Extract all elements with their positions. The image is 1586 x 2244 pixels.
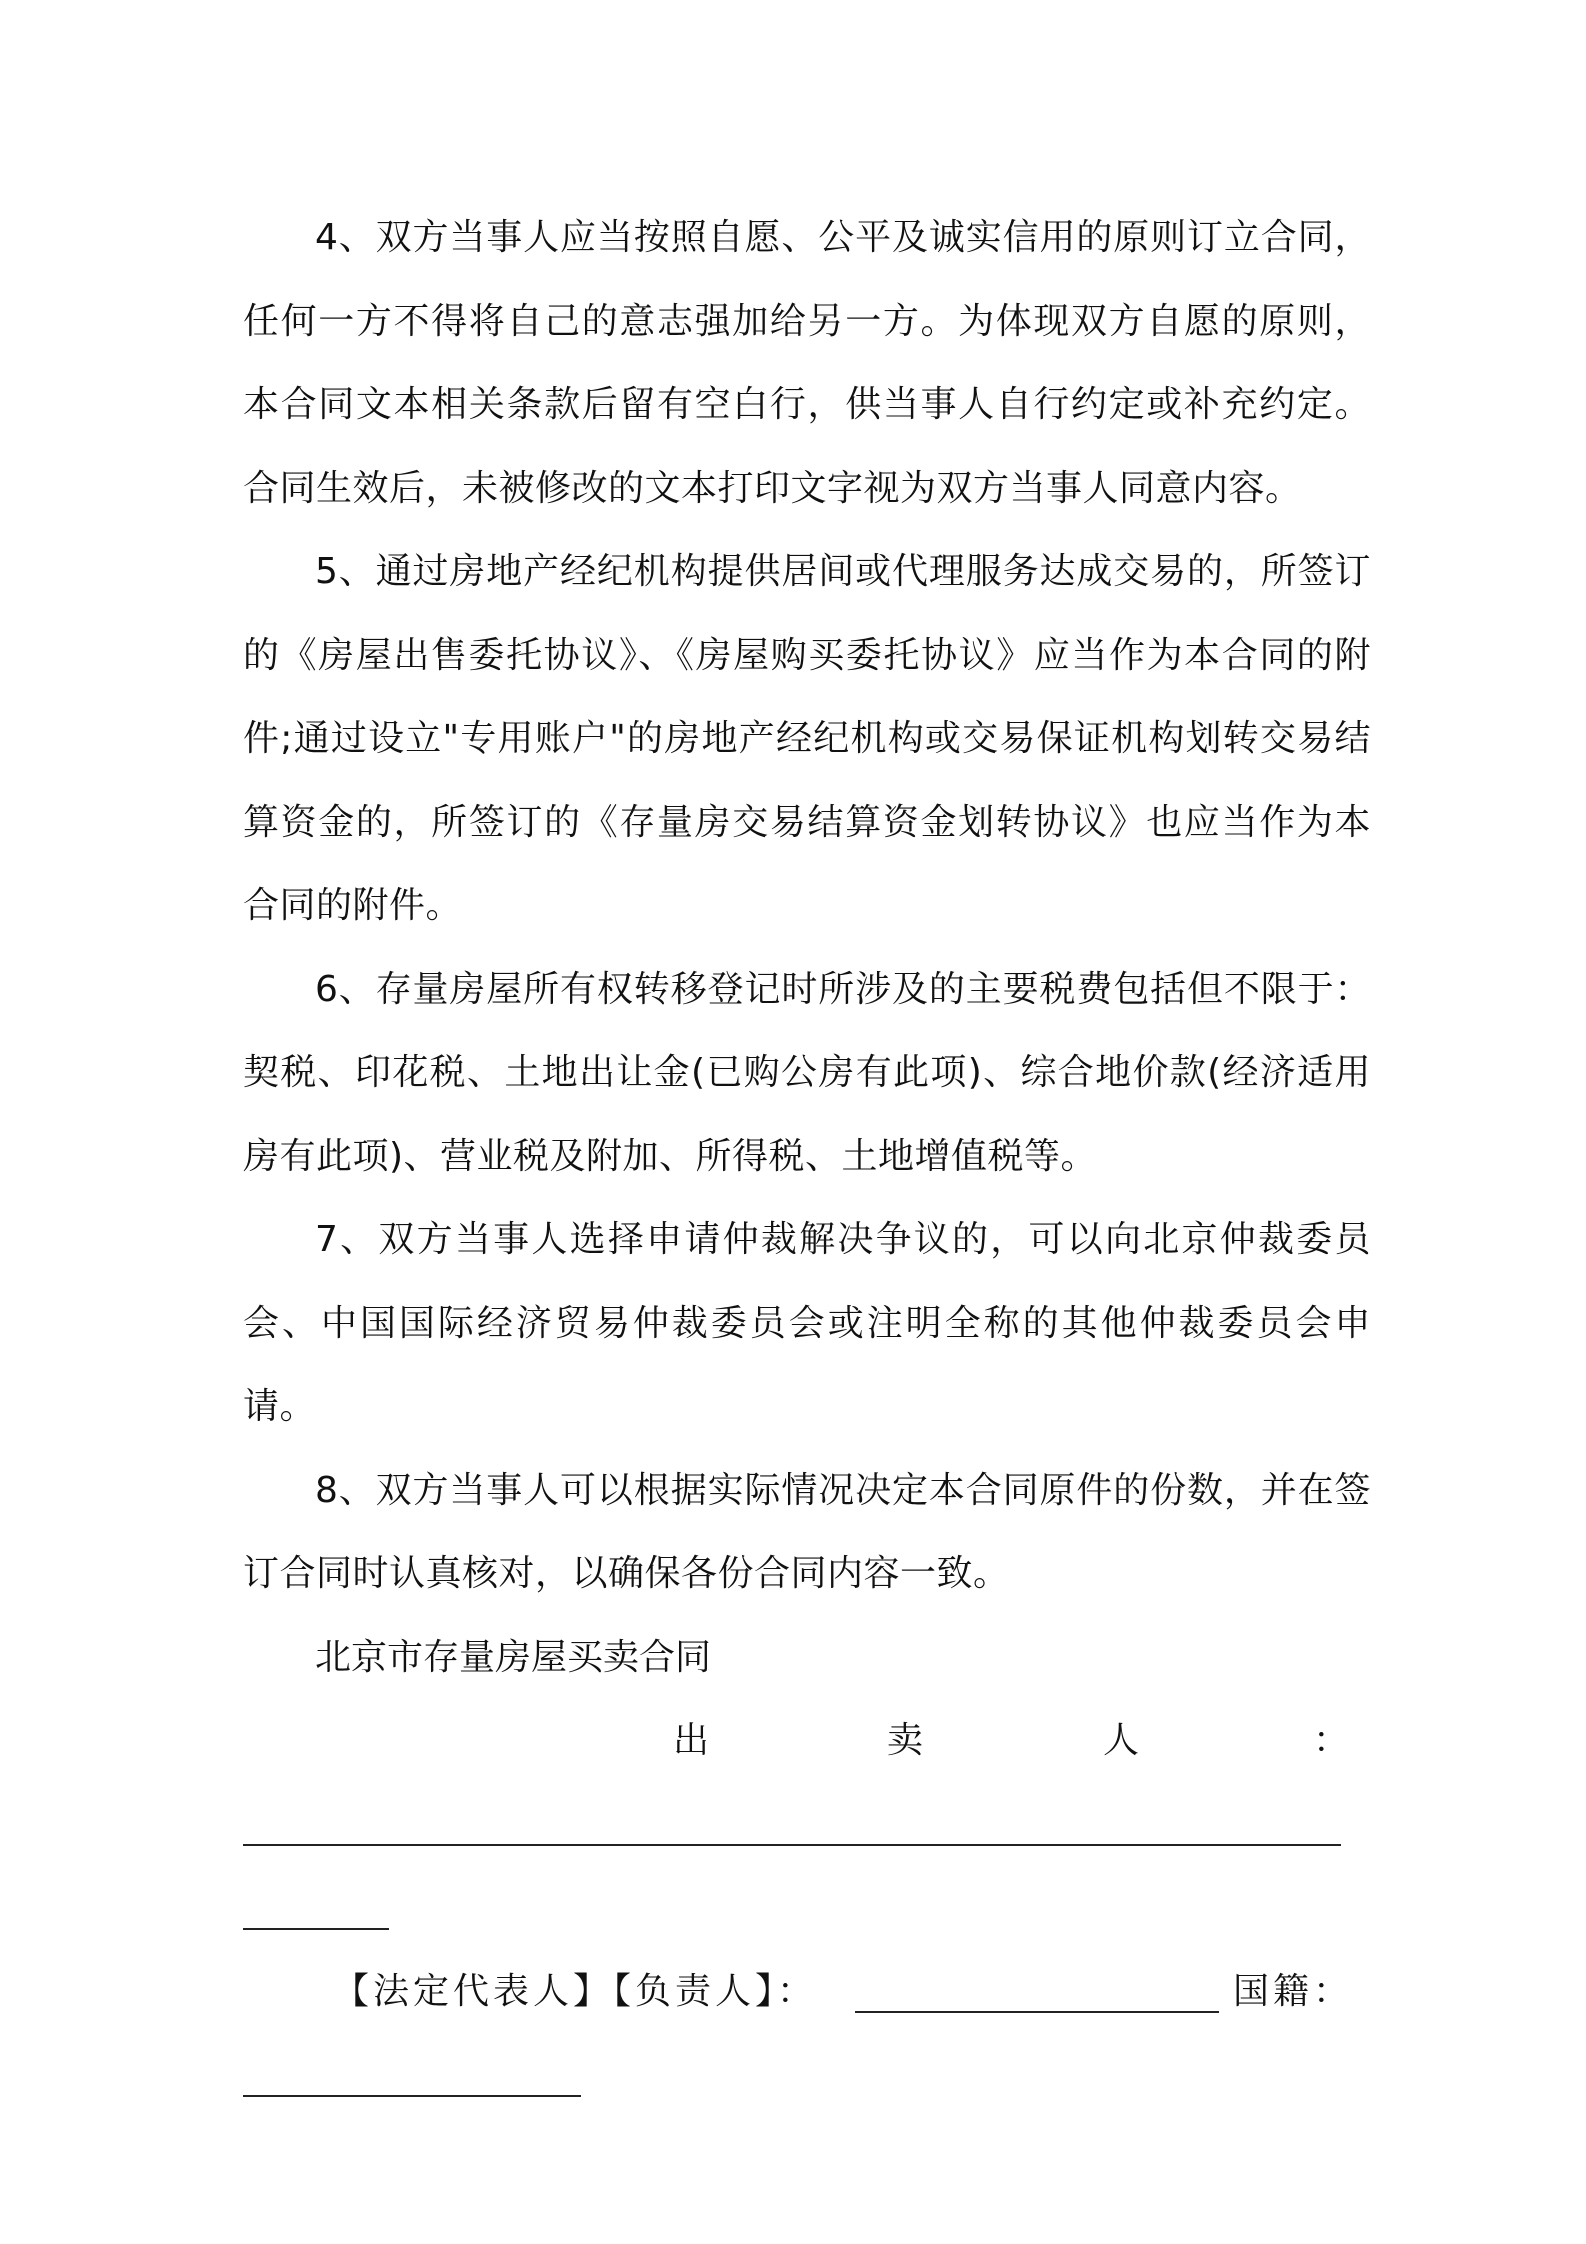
seller-label-row [243, 1699, 1371, 1783]
nationality-blank [243, 2095, 581, 2097]
paragraph-8: 8、双方当事人可以根据实际情况决定本合同原件的份数，并在签订合同时认真核对，以确保各份合同内容一致。 [243, 1469, 1371, 1594]
paragraph-7: 7、双方当事人选择申请仲裁解决争议的，可以向北京仲裁委员会、中国国际经济贸易仲裁委员会或注明全称的其他仲裁委员会申请。 [243, 1219, 1371, 1427]
seller-name-blank [243, 1844, 1341, 1846]
representative-label: 【法定代表人】【负责人】： [333, 1970, 818, 2012]
seller-name-blank-line-2 [243, 1866, 1371, 1950]
contract-title: 北京市存量房屋买卖合同 [315, 1636, 712, 1678]
seller-name-blank-line-1 [243, 1783, 1371, 1867]
nationality-blank-line [243, 2033, 1371, 2117]
document-body [243, 196, 1371, 2117]
seller-char-3: 人 [1103, 1720, 1140, 1761]
paragraph-5: 5、通过房地产经纪机构提供居间或代理服务达成交易的，所签订的《房屋出售委托协议》、《房屋购买委托协议》应当作为本合同的附件;通过设立"专用账户"的房地产经纪机构或交易保证机构划转交易结算资金的，所签订的《存量房交易结算资金划转协议》也应当作为本合同的附件。 [243, 551, 1371, 926]
paragraph-6: 6、存量房屋所有权转移登记时所涉及的主要税费包括但不限于：契税、印花税、土地出让金(已购公房有此项)、综合地价款(经济适用房有此项)、营业税及附加、所得税、土地增值税等。 [243, 968, 1371, 1177]
paragraph-4: 4、双方当事人应当按照自愿、公平及诚实信用的原则订立合同，任何一方不得将自己的意志强加给另一方。为体现双方自愿的原则，本合同文本相关条款后留有空白行，供当事人自行约定或补充约定。合同生效后，未被修改的文本打印文字视为双方当事人同意内容。 [243, 217, 1371, 509]
nationality-label: 国籍： [1233, 1970, 1354, 2012]
representative-row [243, 1950, 1371, 2034]
seller-name-blank-continued [243, 1928, 389, 1930]
seller-char-1: 出 [673, 1720, 710, 1761]
representative-blank [855, 2011, 1219, 2013]
seller-colon: ： [1313, 1720, 1350, 1761]
seller-char-2: 卖 [887, 1720, 924, 1761]
